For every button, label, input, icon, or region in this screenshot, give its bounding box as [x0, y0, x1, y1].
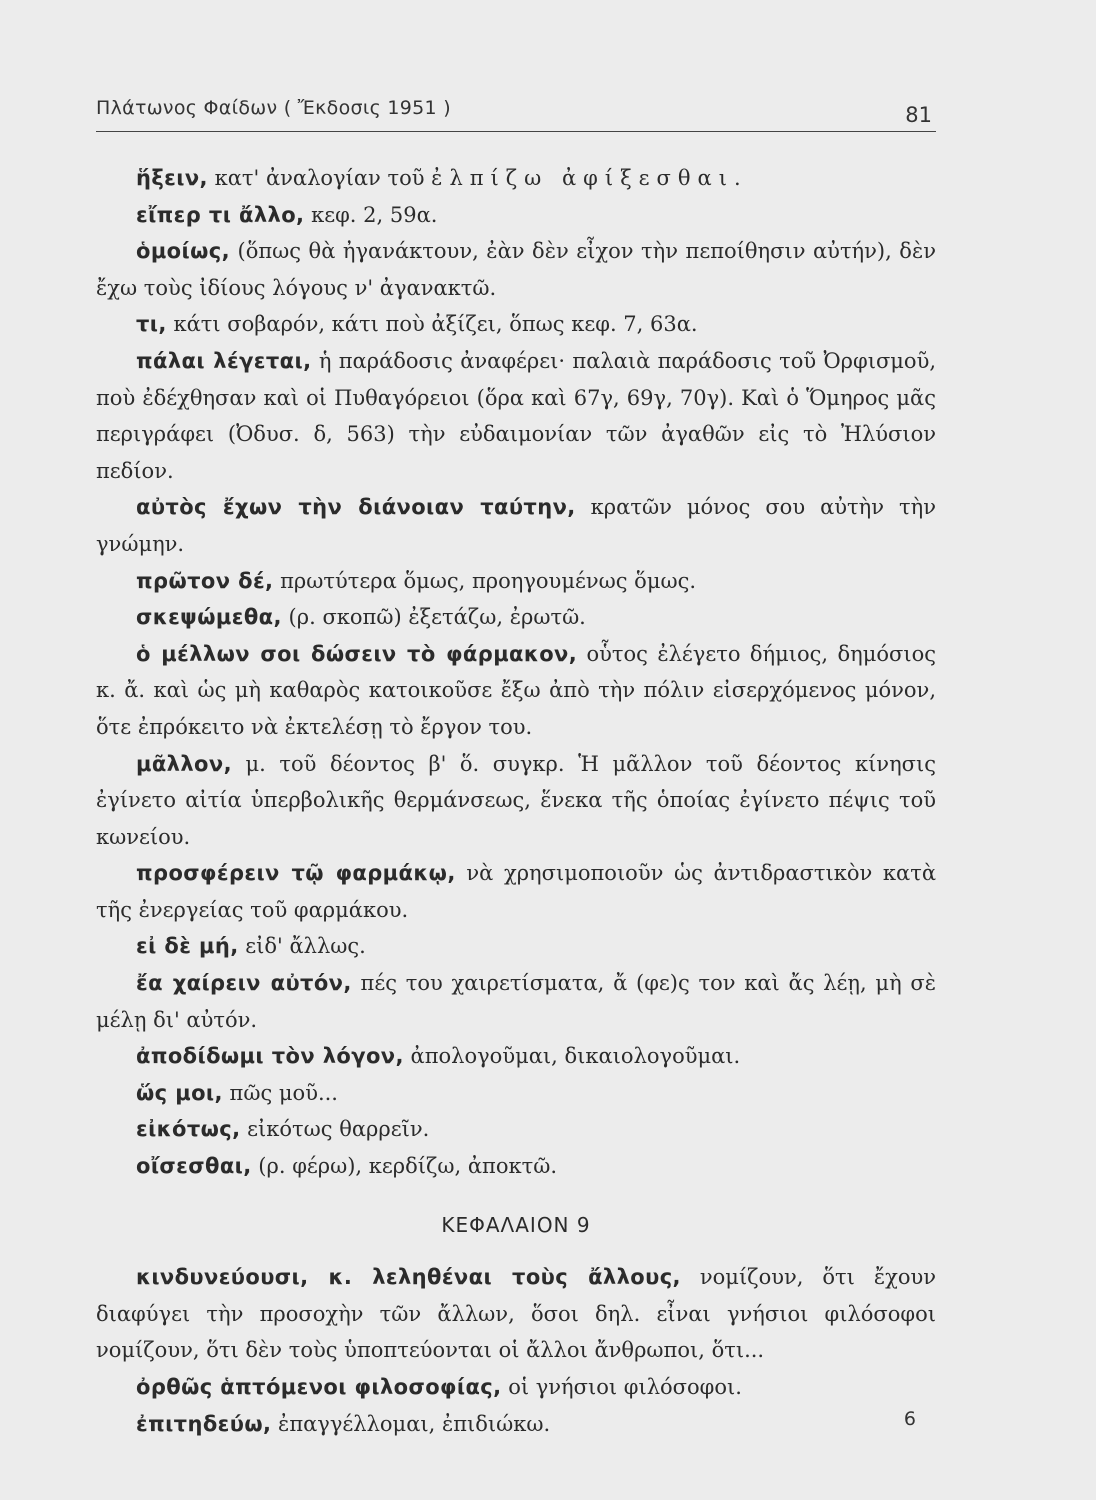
list-item [96, 197, 936, 234]
gloss: πρωτύτερα ὅμως, προηγουμένως ὅμως. [273, 568, 697, 593]
gloss: νὰ χρησιμοποιοῦν ὡς ἀντιδραστικὸν κατὰ τῆς ἐνεργείας τοῦ φαρμάκου. [96, 861, 936, 922]
gloss: πῶς μοῦ... [222, 1080, 338, 1105]
list-item [96, 1369, 936, 1406]
list-item [96, 563, 936, 600]
chapter-heading: ΚΕΦΑΛΑΙΟΝ 9 [441, 1212, 591, 1237]
spaced-text: ἐλπίζω ἀφίξεσθαι [431, 166, 734, 190]
gloss: εἰκότως θαρρεῖν. [240, 1117, 430, 1142]
gloss: οἱ γνήσιοι φιλόσοφοι. [501, 1375, 742, 1399]
lemma: ὁμοίως, [136, 239, 230, 264]
gloss: (ρ. σκοπῶ) ἐξετάζω, ἐρωτῶ. [281, 605, 586, 630]
list-item [96, 343, 936, 489]
list-item [96, 1075, 936, 1112]
list-item [96, 1038, 936, 1075]
list-item [96, 965, 936, 1038]
list-item [96, 1148, 936, 1185]
gloss: (ρ. φέρω), κερδίζω, ἀποκτῶ. [251, 1154, 558, 1179]
list-item [96, 855, 936, 928]
gloss: ἡ παράδοσις ἀναφέρει· παλαιὰ παράδοσις τοῦ Ὀρφισμοῦ, ποὺ ἐδέχθησαν καὶ οἱ Πυθαγόρειοι (ὅρα καὶ 67γ, 69γ, 70γ). Καὶ ὁ Ὅμηρος μᾶς περιγράφει (Ὀδυσ. δ, 563) τὴν εὐδαιμονίαν τῶν ἀγαθῶν εἰς τὸ Ἠλύσιον πεδίον. [96, 348, 937, 483]
signature-mark: 6 [903, 1408, 916, 1430]
list-item [96, 1111, 936, 1148]
lemma: ἔα χαίρειν αὐτόν, [136, 971, 352, 996]
gloss: (ὅπως θὰ ἠγανάκτουν, ἐὰν δὲν εἶχον τὴν πεποίθησιν αὐτήν), δὲν ἔχω τοὺς ἰδίους λόγους ν' ἀγανακτῶ. [96, 239, 936, 300]
gloss: κρατῶν μόνος σου αὐτὴν τὴν γνώμην. [96, 495, 936, 556]
lemma: μᾶλλον, [136, 751, 232, 776]
lemma: ἥξειν, [136, 166, 208, 190]
page-header [96, 95, 936, 132]
page-number: 81 [905, 103, 932, 127]
gloss: ἀπολογοῦμαι, δικαιολογοῦμαι. [403, 1044, 741, 1069]
running-title: Πλάτωνος Φαίδων ( Ἔκδοσις 1951 ) [96, 97, 451, 119]
list-item [96, 928, 936, 965]
gloss: κάτι σοβαρόν, κάτι ποὺ ἀξίζει, ὅπως κεφ. 7, 63α. [166, 312, 698, 337]
list-item [96, 489, 936, 562]
list-item [96, 636, 936, 746]
lemma: αὐτὸς ἔχων τὴν διάνοιαν ταύτην, [136, 495, 576, 520]
gloss: κατ' ἀναλογίαν τοῦ [207, 166, 432, 190]
lemma: ὥς μοι, [136, 1080, 223, 1105]
lemma: σκεψώμεθα, [136, 605, 282, 630]
gloss: μ. τοῦ δέοντος β' ὅ. συγκρ. Ἡ μᾶλλον τοῦ δέοντος κίνησις ἐγίνετο αἰτία ὑπερβολικῆς θερμάνσεως, ἕνεκα τῆς ὁποίας ἐγίνετο πέψις τοῦ κωνείου. [96, 751, 936, 849]
list-item [96, 599, 936, 636]
list-item [96, 1406, 936, 1443]
gloss: κεφ. 2, 59α. [304, 202, 438, 227]
list-item [96, 1259, 936, 1369]
gloss: εἰδ' ἄλλως. [238, 934, 366, 959]
lemma: κινδυνεύουσι, κ. λεληθέναι τοὺς ἄλλους, [136, 1265, 681, 1290]
list-item [96, 160, 936, 197]
list-item [96, 233, 936, 306]
lemma: εἴπερ τι ἄλλο, [136, 202, 305, 227]
lemma: ὁ μέλλων σοι δώσειν τὸ φάρμακον, [136, 641, 578, 666]
commentary-body [96, 160, 936, 1442]
lemma: ἀποδίδωμι τὸν λόγον, [136, 1044, 404, 1069]
lemma: τι, [136, 312, 167, 337]
gloss: . [733, 166, 741, 190]
lemma: εἰκότως, [136, 1117, 241, 1142]
list-item [96, 746, 936, 856]
list-item [96, 306, 936, 343]
gloss: νομίζουν, ὅτι ἔχουν διαφύγει τὴν προσοχὴν τῶν ἄλλων, ὅσοι δηλ. εἶναι γνήσιοι φιλόσοφοι νομίζουν, ὅτι δὲν τοὺς ὑποπτεύονται οἱ ἄλλοι ἄνθρωποι, ὅτι... [96, 1265, 936, 1363]
lemma: πάλαι λέγεται, [136, 348, 312, 373]
gloss: οὗτος ἐλέγετο δήμιος, δημόσιος κ. ἄ. καὶ ὡς μὴ καθαρὸς κατοικοῦσε ἔξω ἀπὸ τὴν πόλιν εἰσερχόμενος μόνον, ὅτε ἐπρόκειτο νὰ ἐκτελέσῃ τὸ ἔργον του. [96, 641, 936, 739]
gloss: πές του χαιρετίσματα, ἄ (φε)ς τον καὶ ἄς λέῃ, μὴ σὲ μέλῃ δι' αὐτόν. [96, 971, 936, 1032]
gloss: ἐπαγγέλλομαι, ἐπιδιώκω. [271, 1411, 551, 1436]
lemma: ὀρθῶς ἁπτόμενοι φιλοσοφίας, [136, 1375, 502, 1399]
lemma: ἐπιτηδεύω, [136, 1411, 272, 1436]
lemma: οἴσεσθαι, [136, 1154, 252, 1179]
lemma: προσφέρειν τῷ φαρμάκῳ, [136, 861, 456, 886]
lemma: εἰ δὲ μή, [136, 934, 239, 959]
lemma: πρῶτον δέ, [136, 568, 274, 593]
